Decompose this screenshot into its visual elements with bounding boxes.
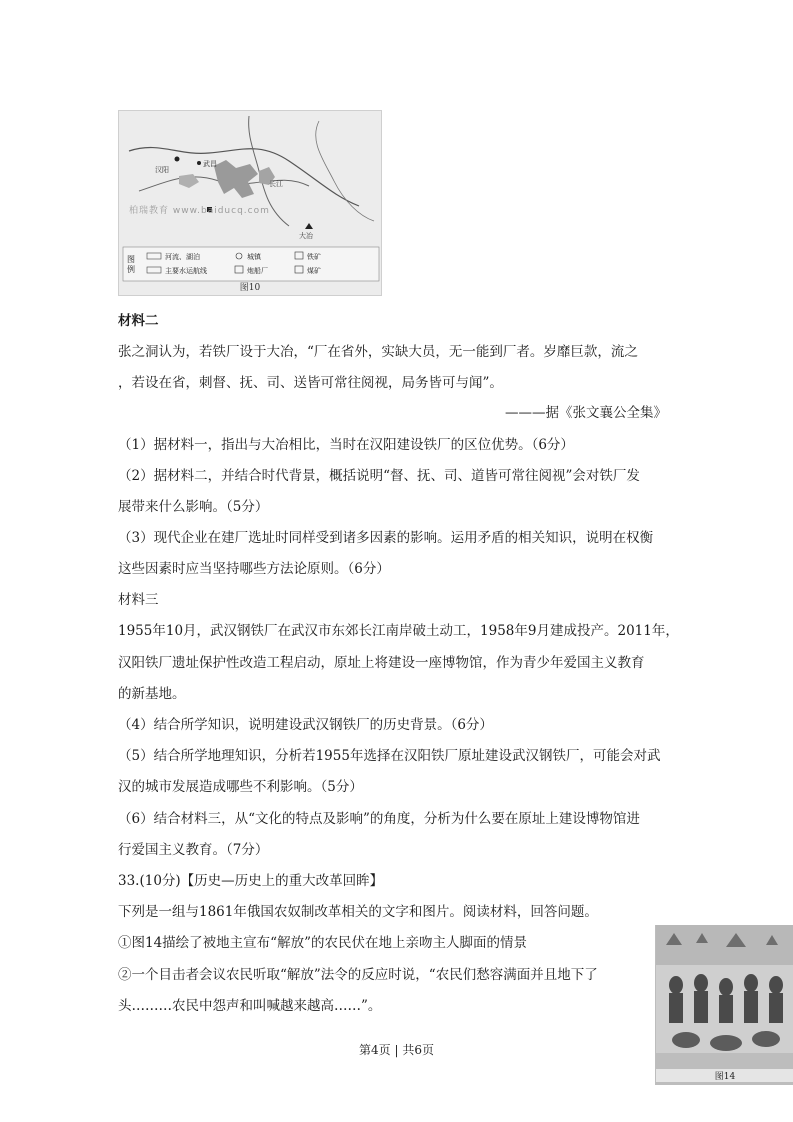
text-line: 下列是一组与1861年俄国农奴制改革相关的文字和图片。阅读材料，回答问题。 — [118, 904, 598, 920]
figure-10-caption: 图10 — [239, 283, 261, 293]
material-3-heading: 材料三 — [118, 592, 159, 608]
citation-line: ———据《张文襄公全集》 — [505, 405, 667, 421]
figure-14-caption: 图14 — [656, 1069, 793, 1082]
page-footer: 第4页 | 共6页 — [359, 1043, 434, 1057]
text-line: 这些因素时应当坚持哪些方法论原则。（6分） — [118, 561, 390, 577]
text-line: 行爱国主义教育。（7分） — [118, 842, 269, 858]
question-2: （2）据材料二，并结合时代背景，概括说明“督、抚、司、道皆可常往阅视”会对铁厂发 — [118, 468, 640, 484]
text-line: 张之洞认为，若铁厂设于大冶，“厂在省外，实缺大员，无一能到厂者。岁靡巨款，流之 — [118, 344, 638, 360]
text-line: 汉的城市发展造成哪些不利影响。（5分） — [118, 779, 363, 795]
etching-drawing — [656, 925, 793, 1085]
text-line: 的新基地。 — [118, 686, 186, 702]
question-4: （4）结合所学知识，说明建设武汉钢铁厂的历史背景。（6分） — [118, 717, 493, 733]
map-label-wuchang: 武昌 — [203, 160, 217, 168]
material-2-heading: 材料二 — [118, 313, 159, 329]
question-3: （3）现代企业在建厂选址时同样受到诸多因素的影响。运用矛盾的相关知识，说明在权衡 — [118, 530, 654, 546]
text-line: 头………农民中怨声和叫喊越来越高……”。 — [118, 998, 382, 1014]
text-line: 汉阳铁厂遗址保护性改造工程启动，原址上将建设一座博物馆，作为青少年爱国主义教育 — [118, 655, 645, 671]
legend-item: 煤矿 — [307, 267, 321, 275]
map-legend-title: 图例 — [127, 255, 135, 274]
figure-10-map — [118, 110, 382, 296]
map-label-daye: 大冶 — [299, 232, 313, 240]
list-item: ①图14描绘了被地主宣布“解放”的农民伏在地上亲吻主人脚面的情景 — [118, 935, 527, 951]
map-label-hanyang: 汉阳 — [155, 166, 169, 174]
map-label-changjiang: 长江 — [269, 180, 283, 188]
question-5: （5）结合所学地理知识，分析若1955年选择在汉阳铁厂原址建设武汉钢铁厂，可能会对武 — [118, 748, 661, 764]
figure-14-image — [655, 925, 793, 1085]
legend-item: 河流、湖泊 — [165, 253, 200, 261]
list-item: ②一个目击者会议农民听取“解放”法令的反应时说，“农民们愁容满面并且地下了 — [118, 967, 598, 983]
question-33-heading: 33.(10分)【历史—历史上的重大改革回眸】 — [118, 873, 384, 889]
legend-item: 城镇 — [247, 253, 261, 261]
legend-item: 主要水运航线 — [165, 267, 207, 275]
text-line: 1955年10月，武汉钢铁厂在武汉市东郊长江南岸破土动工，1958年9月建成投产。2011年， — [118, 623, 679, 639]
legend-item: 铁矿 — [307, 253, 321, 261]
legend-item: 炮船厂 — [247, 267, 268, 275]
question-1: （1）据材料一，指出与大冶相比，当时在汉阳建设铁厂的区位优势。（6分） — [118, 437, 574, 453]
text-line: 展带来什么影响。（5分） — [118, 499, 269, 515]
watermark-logo: 柏瑞教育 www.baiducq.com — [129, 206, 270, 216]
text-line: ，若设在省，刺督、抚、司、送皆可常往阅视，局务皆可与闻”。 — [118, 375, 503, 391]
question-6: （6）结合材料三，从“文化的特点及影响”的角度，分析为什么要在原址上建设博物馆进 — [118, 811, 640, 827]
